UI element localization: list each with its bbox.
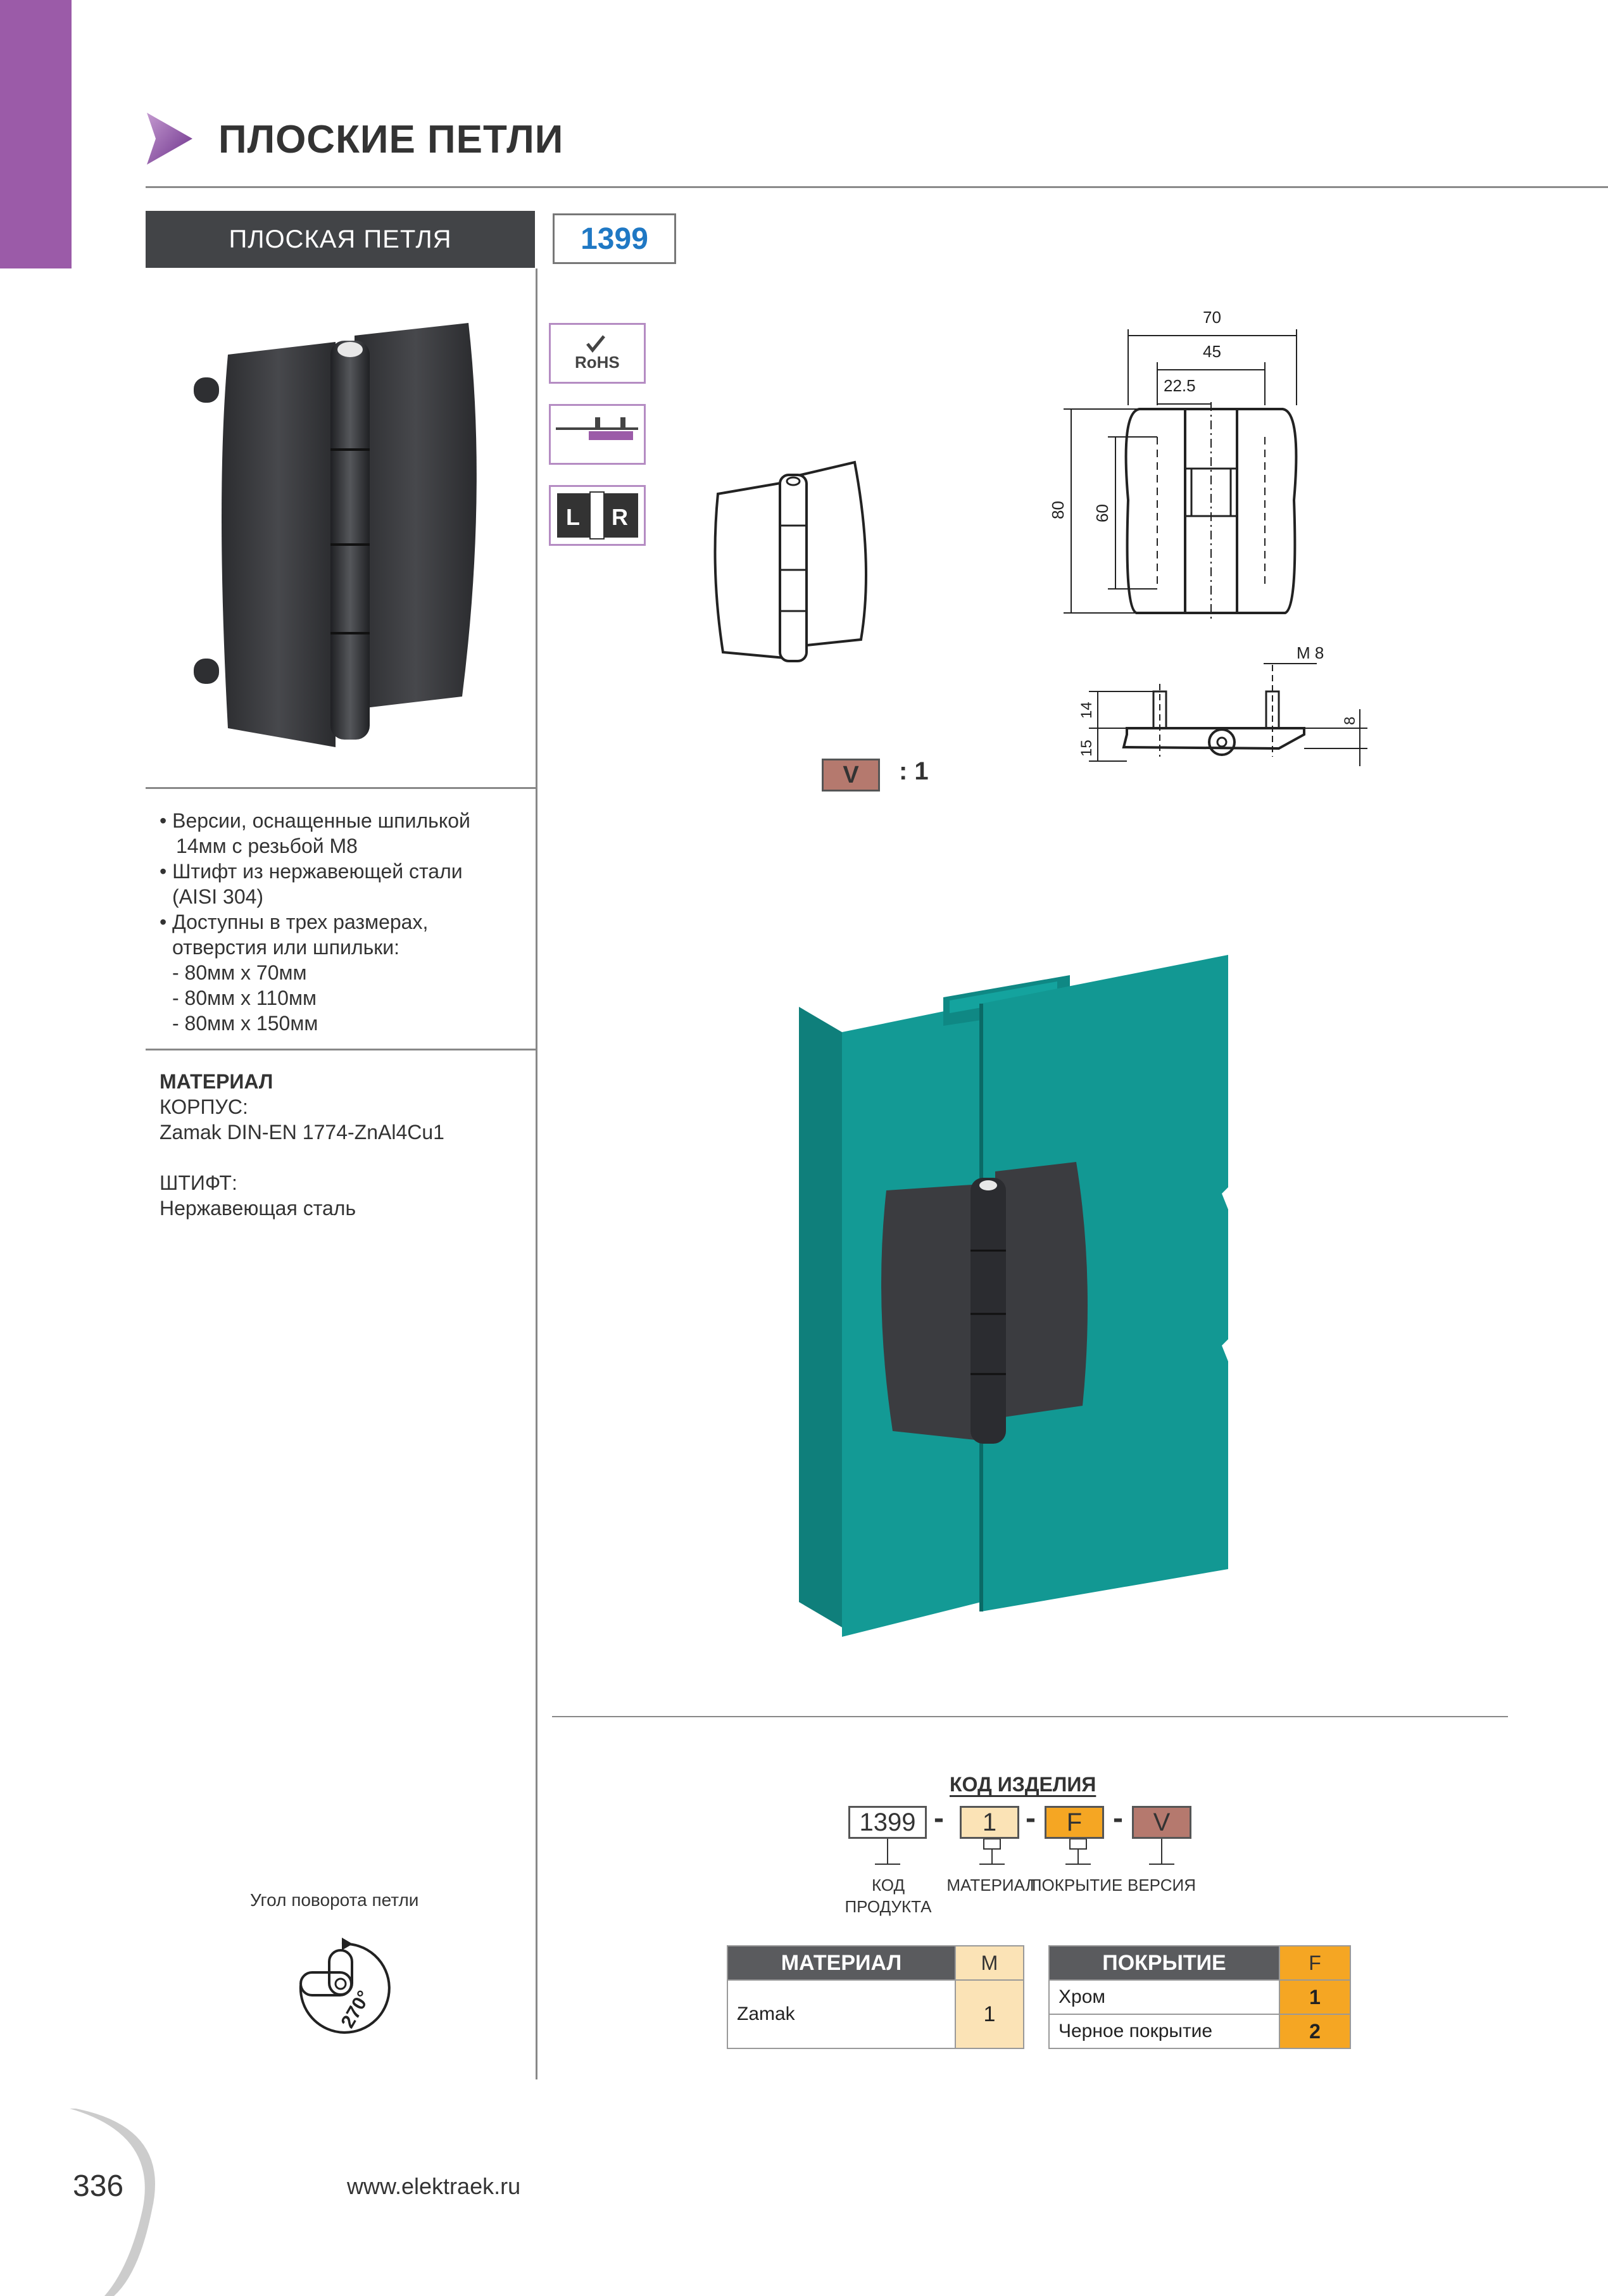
code-dash: - — [1113, 1801, 1123, 1835]
rohs-text: RoHS — [575, 353, 620, 372]
material-code: 1 — [955, 1980, 1024, 2048]
rotation-angle-label: Угол поворота петли — [250, 1890, 419, 1910]
code-part-material: 1 — [960, 1806, 1019, 1839]
finish-table — [1048, 1945, 1351, 2049]
product-header: ПЛОСКАЯ ПЕТЛЯ — [146, 211, 535, 268]
dim-70: 70 — [1203, 308, 1221, 327]
rotation-angle-value: 270° — [337, 1987, 375, 2032]
page-number: 336 — [73, 2169, 124, 2203]
code-label-product: КОД ПРОДУКТА — [845, 1876, 932, 1916]
scale-label: : 1 — [899, 757, 929, 785]
feature-line: отверстия или шпильки: — [172, 936, 400, 959]
divider — [146, 1049, 536, 1050]
dim-60: 60 — [1093, 504, 1112, 522]
material-info — [160, 1069, 444, 1221]
finish-name: Черное покрытие — [1049, 2014, 1279, 2048]
features-list — [160, 808, 533, 1036]
left-right-icon — [549, 485, 646, 546]
code-part-version: V — [1132, 1806, 1191, 1839]
version-badge: V — [822, 759, 880, 792]
material-table-key: M — [955, 1946, 1024, 1980]
divider — [552, 1716, 1508, 1717]
page-title: ПЛОСКИЕ ПЕТЛИ — [218, 118, 564, 161]
finish-table-key: F — [1279, 1946, 1350, 1980]
feature-line: - 80мм х 150мм — [172, 1012, 318, 1035]
product-code-box: 1399 — [553, 213, 676, 264]
dim-m8: M 8 — [1297, 643, 1324, 662]
feature-line: 14мм с резьбой М8 — [176, 835, 358, 857]
mount-profile-icon — [549, 404, 646, 465]
hinge-photo — [190, 317, 487, 760]
material-table — [727, 1945, 1024, 2049]
code-dash: - — [934, 1801, 944, 1835]
left-label: L — [566, 504, 580, 530]
code-label-version: ВЕРСИЯ — [1127, 1876, 1196, 1895]
finish-table-header: ПОКРЫТИЕ — [1049, 1946, 1279, 1980]
code-label — [834, 1874, 942, 1917]
code-label-finish: ПОКРЫТИЕ — [1029, 1876, 1123, 1895]
dim-22-5: 22.5 — [1164, 376, 1196, 395]
pin-label: ШТИФТ: — [160, 1171, 237, 1194]
code-label-material: МАТЕРИАЛ — [946, 1876, 1036, 1895]
body-value: Zamak DIN-EN 1774-ZnAl4Cu1 — [160, 1121, 444, 1144]
title-divider — [146, 186, 1608, 188]
dim-45: 45 — [1203, 342, 1221, 361]
body-label: КОРПУС: — [160, 1095, 248, 1118]
technical-drawing — [1013, 291, 1405, 785]
feature-line: - 80мм х 110мм — [172, 987, 317, 1009]
application-illustration — [791, 950, 1247, 1665]
title-arrow-icon — [147, 113, 192, 165]
rohs-icon — [549, 323, 646, 384]
code-connectors — [848, 1839, 1203, 1870]
pin-value: Нержавеющая сталь — [160, 1197, 356, 1220]
feature-line: • Штифт из нержавеющей стали — [160, 860, 463, 883]
code-part-product: 1399 — [848, 1806, 927, 1839]
rotation-angle-icon — [282, 1925, 402, 2045]
hinge-outline-drawing — [709, 456, 874, 665]
finish-name: Хром — [1049, 1980, 1279, 2014]
code-part-finish: F — [1045, 1806, 1104, 1839]
dim-80: 80 — [1048, 501, 1067, 519]
code-dash: - — [1026, 1801, 1036, 1835]
section-tab — [0, 0, 72, 268]
product-code-title: КОД ИЗДЕЛИЯ — [950, 1773, 1096, 1796]
finish-code: 1 — [1279, 1980, 1350, 2014]
website-url[interactable]: www.elektraek.ru — [347, 2173, 521, 2199]
dim-14: 14 — [1078, 702, 1095, 719]
material-table-header: МАТЕРИАЛ — [727, 1946, 955, 1980]
material-heading: МАТЕРИАЛ — [160, 1070, 273, 1093]
finish-code: 2 — [1279, 2014, 1350, 2048]
feature-line: • Версии, оснащенные шпилькой — [160, 809, 470, 832]
right-label: R — [612, 504, 628, 530]
feature-line: (AISI 304) — [172, 885, 264, 908]
feature-line: - 80мм х 70мм — [172, 961, 307, 984]
dim-8: 8 — [1341, 716, 1359, 725]
feature-line: • Доступны в трех размерах, — [160, 911, 429, 933]
divider — [146, 787, 536, 789]
material-name: Zamak — [727, 1980, 955, 2048]
dim-15: 15 — [1078, 740, 1095, 757]
column-divider — [536, 268, 537, 2079]
